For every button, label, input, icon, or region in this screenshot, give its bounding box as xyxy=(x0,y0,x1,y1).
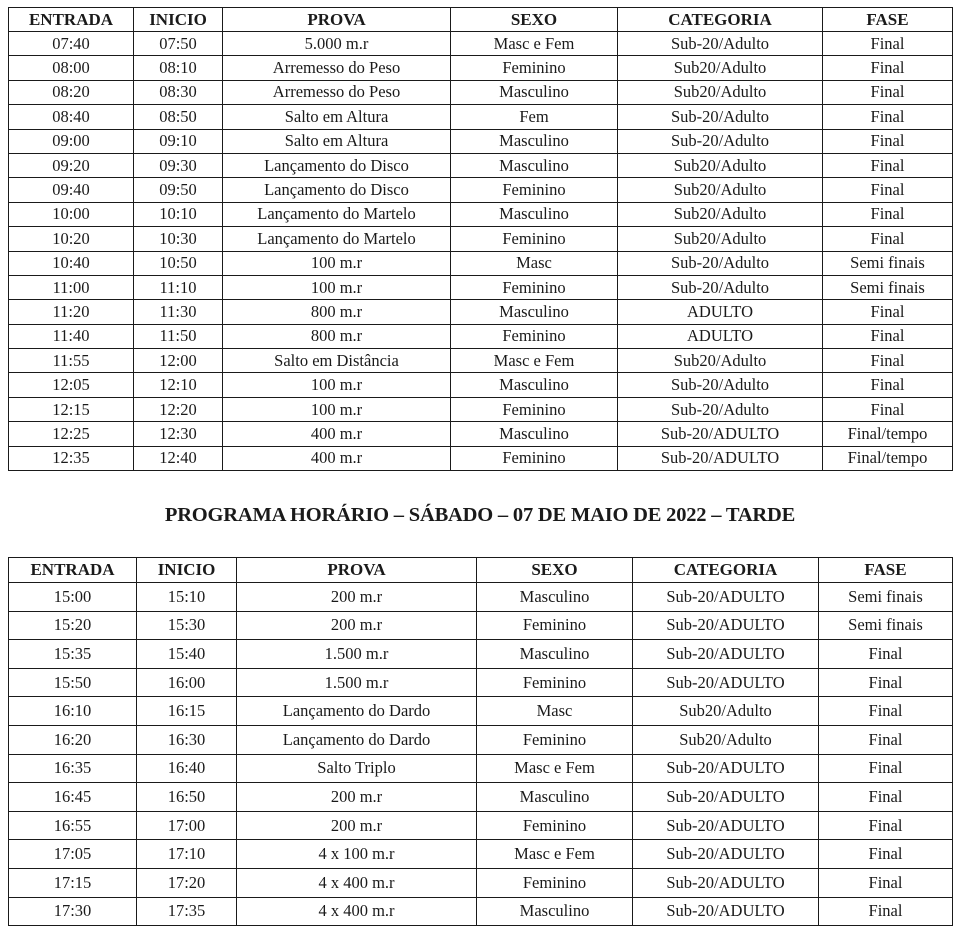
cell-entrada: 08:00 xyxy=(9,56,134,80)
cell-sexo: Feminino xyxy=(477,611,633,640)
cell-categoria: Sub-20/Adulto xyxy=(618,129,823,153)
cell-prova: 100 m.r xyxy=(223,373,451,397)
table-header-row xyxy=(9,8,953,32)
table-row xyxy=(9,105,953,129)
cell-prova: 800 m.r xyxy=(223,300,451,324)
cell-prova: Lançamento do Disco xyxy=(223,153,451,177)
cell-entrada: 11:00 xyxy=(9,275,134,299)
table-row xyxy=(9,640,953,669)
cell-prova: 1.500 m.r xyxy=(237,668,477,697)
cell-inicio: 10:50 xyxy=(134,251,223,275)
cell-entrada: 08:20 xyxy=(9,80,134,104)
table-row xyxy=(9,668,953,697)
cell-entrada: 16:55 xyxy=(9,811,137,840)
table-header-row xyxy=(9,558,953,583)
cell-prova: 100 m.r xyxy=(223,251,451,275)
cell-prova: 200 m.r xyxy=(237,811,477,840)
table-row xyxy=(9,868,953,897)
table-row xyxy=(9,897,953,926)
cell-inicio: 12:40 xyxy=(134,446,223,470)
cell-categoria: Sub-20/ADULTO xyxy=(633,754,819,783)
cell-prova: 4 x 400 m.r xyxy=(237,868,477,897)
cell-prova: 5.000 m.r xyxy=(223,32,451,56)
cell-entrada: 08:40 xyxy=(9,105,134,129)
cell-inicio: 12:20 xyxy=(134,397,223,421)
table-row xyxy=(9,56,953,80)
cell-categoria: Sub20/Adulto xyxy=(618,153,823,177)
cell-categoria: Sub20/Adulto xyxy=(618,202,823,226)
cell-inicio: 09:50 xyxy=(134,178,223,202)
cell-fase: Semi finais xyxy=(823,275,953,299)
cell-fase: Semi finais xyxy=(819,583,953,612)
table-row xyxy=(9,754,953,783)
cell-sexo: Feminino xyxy=(477,725,633,754)
cell-fase: Final xyxy=(819,640,953,669)
table-row xyxy=(9,422,953,446)
cell-fase: Final xyxy=(819,868,953,897)
column-header-categoria: CATEGORIA xyxy=(618,8,823,32)
cell-prova: 200 m.r xyxy=(237,611,477,640)
cell-sexo: Feminino xyxy=(451,446,618,470)
cell-entrada: 15:35 xyxy=(9,640,137,669)
cell-fase: Semi finais xyxy=(823,251,953,275)
cell-entrada: 11:20 xyxy=(9,300,134,324)
cell-categoria: Sub-20/Adulto xyxy=(618,373,823,397)
table-row xyxy=(9,178,953,202)
cell-entrada: 12:05 xyxy=(9,373,134,397)
cell-inicio: 17:35 xyxy=(137,897,237,926)
cell-fase: Final xyxy=(823,397,953,421)
cell-fase: Final xyxy=(823,32,953,56)
cell-entrada: 07:40 xyxy=(9,32,134,56)
cell-inicio: 16:15 xyxy=(137,697,237,726)
table-row xyxy=(9,153,953,177)
cell-entrada: 11:40 xyxy=(9,324,134,348)
cell-inicio: 17:00 xyxy=(137,811,237,840)
cell-prova: 100 m.r xyxy=(223,397,451,421)
cell-inicio: 12:00 xyxy=(134,349,223,373)
afternoon-schedule-table xyxy=(8,557,953,926)
table-row xyxy=(9,349,953,373)
column-header-sexo: SEXO xyxy=(477,558,633,583)
cell-inicio: 07:50 xyxy=(134,32,223,56)
cell-categoria: Sub-20/ADULTO xyxy=(633,668,819,697)
cell-entrada: 11:55 xyxy=(9,349,134,373)
cell-sexo: Feminino xyxy=(451,397,618,421)
cell-entrada: 17:15 xyxy=(9,868,137,897)
cell-fase: Final xyxy=(823,300,953,324)
cell-sexo: Masculino xyxy=(451,153,618,177)
cell-sexo: Masc xyxy=(451,251,618,275)
cell-prova: 4 x 100 m.r xyxy=(237,840,477,869)
cell-categoria: Sub-20/ADULTO xyxy=(618,422,823,446)
cell-inicio: 11:50 xyxy=(134,324,223,348)
table-row xyxy=(9,80,953,104)
cell-fase: Final xyxy=(819,725,953,754)
cell-sexo: Feminino xyxy=(451,275,618,299)
cell-sexo: Feminino xyxy=(451,324,618,348)
cell-entrada: 17:05 xyxy=(9,840,137,869)
cell-fase: Final xyxy=(823,153,953,177)
cell-fase: Final xyxy=(819,668,953,697)
cell-categoria: Sub-20/Adulto xyxy=(618,251,823,275)
cell-prova: Salto em Distância xyxy=(223,349,451,373)
cell-categoria: Sub20/Adulto xyxy=(633,725,819,754)
cell-categoria: Sub-20/ADULTO xyxy=(618,446,823,470)
cell-fase: Final xyxy=(823,129,953,153)
cell-prova: 200 m.r xyxy=(237,583,477,612)
cell-inicio: 08:30 xyxy=(134,80,223,104)
cell-fase: Final xyxy=(823,349,953,373)
column-header-entrada: ENTRADA xyxy=(9,558,137,583)
cell-entrada: 15:00 xyxy=(9,583,137,612)
cell-categoria: Sub20/Adulto xyxy=(618,80,823,104)
afternoon-schedule-title: PROGRAMA HORÁRIO – SÁBADO – 07 DE MAIO DE 2022 – TARDE xyxy=(164,504,796,526)
cell-prova: Arremesso do Peso xyxy=(223,80,451,104)
cell-sexo: Feminino xyxy=(477,811,633,840)
table-row xyxy=(9,202,953,226)
table-row xyxy=(9,583,953,612)
cell-inicio: 11:30 xyxy=(134,300,223,324)
cell-fase: Final/tempo xyxy=(823,422,953,446)
cell-sexo: Masculino xyxy=(477,897,633,926)
cell-prova: 100 m.r xyxy=(223,275,451,299)
cell-sexo: Masculino xyxy=(451,373,618,397)
cell-inicio: 12:30 xyxy=(134,422,223,446)
cell-sexo: Feminino xyxy=(451,178,618,202)
cell-categoria: Sub-20/ADULTO xyxy=(633,783,819,812)
cell-categoria: Sub-20/ADULTO xyxy=(633,897,819,926)
morning-schedule-table xyxy=(8,7,953,471)
cell-categoria: Sub-20/ADULTO xyxy=(633,811,819,840)
cell-fase: Final/tempo xyxy=(823,446,953,470)
cell-fase: Semi finais xyxy=(819,611,953,640)
cell-entrada: 09:20 xyxy=(9,153,134,177)
table-row xyxy=(9,129,953,153)
cell-inicio: 16:00 xyxy=(137,668,237,697)
cell-categoria: Sub20/Adulto xyxy=(633,697,819,726)
cell-entrada: 09:40 xyxy=(9,178,134,202)
cell-sexo: Masc e Fem xyxy=(451,32,618,56)
cell-categoria: Sub20/Adulto xyxy=(618,227,823,251)
cell-sexo: Masculino xyxy=(477,783,633,812)
cell-fase: Final xyxy=(819,811,953,840)
cell-fase: Final xyxy=(823,227,953,251)
cell-inicio: 10:30 xyxy=(134,227,223,251)
cell-fase: Final xyxy=(823,178,953,202)
cell-fase: Final xyxy=(819,840,953,869)
cell-inicio: 16:40 xyxy=(137,754,237,783)
cell-categoria: Sub-20/Adulto xyxy=(618,32,823,56)
cell-sexo: Feminino xyxy=(451,56,618,80)
table-row xyxy=(9,373,953,397)
cell-fase: Final xyxy=(823,324,953,348)
table-row xyxy=(9,811,953,840)
cell-inicio: 17:20 xyxy=(137,868,237,897)
cell-fase: Final xyxy=(819,897,953,926)
cell-sexo: Masculino xyxy=(451,129,618,153)
table-row xyxy=(9,611,953,640)
table-row xyxy=(9,300,953,324)
cell-entrada: 16:35 xyxy=(9,754,137,783)
cell-sexo: Masculino xyxy=(451,202,618,226)
cell-categoria: Sub20/Adulto xyxy=(618,56,823,80)
cell-inicio: 15:30 xyxy=(137,611,237,640)
cell-entrada: 12:15 xyxy=(9,397,134,421)
cell-sexo: Feminino xyxy=(477,668,633,697)
cell-inicio: 09:10 xyxy=(134,129,223,153)
cell-fase: Final xyxy=(819,783,953,812)
cell-sexo: Masculino xyxy=(477,583,633,612)
table-row xyxy=(9,324,953,348)
cell-entrada: 10:20 xyxy=(9,227,134,251)
cell-prova: 4 x 400 m.r xyxy=(237,897,477,926)
cell-prova: Salto Triplo xyxy=(237,754,477,783)
cell-inicio: 08:50 xyxy=(134,105,223,129)
cell-fase: Final xyxy=(819,697,953,726)
cell-categoria: Sub-20/ADULTO xyxy=(633,611,819,640)
cell-categoria: Sub-20/ADULTO xyxy=(633,840,819,869)
column-header-inicio: INICIO xyxy=(137,558,237,583)
cell-sexo: Masculino xyxy=(451,80,618,104)
cell-entrada: 15:20 xyxy=(9,611,137,640)
cell-sexo: Fem xyxy=(451,105,618,129)
cell-entrada: 09:00 xyxy=(9,129,134,153)
cell-entrada: 12:35 xyxy=(9,446,134,470)
cell-fase: Final xyxy=(823,105,953,129)
cell-inicio: 16:30 xyxy=(137,725,237,754)
cell-inicio: 10:10 xyxy=(134,202,223,226)
cell-categoria: Sub-20/Adulto xyxy=(618,275,823,299)
cell-entrada: 12:25 xyxy=(9,422,134,446)
column-header-inicio: INICIO xyxy=(134,8,223,32)
cell-prova: 1.500 m.r xyxy=(237,640,477,669)
cell-prova: Salto em Altura xyxy=(223,105,451,129)
cell-prova: Lançamento do Dardo xyxy=(237,697,477,726)
cell-entrada: 16:10 xyxy=(9,697,137,726)
cell-sexo: Masculino xyxy=(477,640,633,669)
cell-categoria: Sub20/Adulto xyxy=(618,178,823,202)
cell-fase: Final xyxy=(823,373,953,397)
cell-fase: Final xyxy=(823,56,953,80)
cell-sexo: Masc e Fem xyxy=(451,349,618,373)
cell-prova: Salto em Altura xyxy=(223,129,451,153)
table-row xyxy=(9,840,953,869)
cell-sexo: Feminino xyxy=(451,227,618,251)
table-row xyxy=(9,397,953,421)
cell-inicio: 09:30 xyxy=(134,153,223,177)
cell-fase: Final xyxy=(823,80,953,104)
cell-inicio: 15:10 xyxy=(137,583,237,612)
table-row xyxy=(9,32,953,56)
cell-entrada: 15:50 xyxy=(9,668,137,697)
cell-inicio: 17:10 xyxy=(137,840,237,869)
cell-entrada: 17:30 xyxy=(9,897,137,926)
table-row xyxy=(9,697,953,726)
cell-categoria: ADULTO xyxy=(618,324,823,348)
column-header-fase: FASE xyxy=(819,558,953,583)
table-row xyxy=(9,227,953,251)
cell-entrada: 10:00 xyxy=(9,202,134,226)
cell-sexo: Feminino xyxy=(477,868,633,897)
column-header-prova: PROVA xyxy=(237,558,477,583)
cell-categoria: Sub-20/Adulto xyxy=(618,105,823,129)
cell-fase: Final xyxy=(823,202,953,226)
table-row xyxy=(9,446,953,470)
cell-inicio: 08:10 xyxy=(134,56,223,80)
table-row xyxy=(9,783,953,812)
cell-categoria: Sub-20/ADULTO xyxy=(633,640,819,669)
cell-prova: 800 m.r xyxy=(223,324,451,348)
column-header-categoria: CATEGORIA xyxy=(633,558,819,583)
cell-sexo: Masc xyxy=(477,697,633,726)
table-row xyxy=(9,725,953,754)
cell-sexo: Masc e Fem xyxy=(477,840,633,869)
column-header-fase: FASE xyxy=(823,8,953,32)
column-header-prova: PROVA xyxy=(223,8,451,32)
cell-sexo: Masculino xyxy=(451,300,618,324)
cell-prova: Lançamento do Martelo xyxy=(223,202,451,226)
cell-categoria: Sub-20/Adulto xyxy=(618,397,823,421)
cell-entrada: 16:20 xyxy=(9,725,137,754)
cell-fase: Final xyxy=(819,754,953,783)
cell-prova: Lançamento do Disco xyxy=(223,178,451,202)
cell-inicio: 16:50 xyxy=(137,783,237,812)
cell-sexo: Masculino xyxy=(451,422,618,446)
table-row xyxy=(9,275,953,299)
cell-prova: 200 m.r xyxy=(237,783,477,812)
column-header-sexo: SEXO xyxy=(451,8,618,32)
cell-categoria: Sub-20/ADULTO xyxy=(633,583,819,612)
cell-prova: Arremesso do Peso xyxy=(223,56,451,80)
cell-inicio: 15:40 xyxy=(137,640,237,669)
cell-entrada: 10:40 xyxy=(9,251,134,275)
cell-categoria: ADULTO xyxy=(618,300,823,324)
cell-inicio: 12:10 xyxy=(134,373,223,397)
table-row xyxy=(9,251,953,275)
cell-categoria: Sub20/Adulto xyxy=(618,349,823,373)
cell-prova: 400 m.r xyxy=(223,422,451,446)
cell-inicio: 11:10 xyxy=(134,275,223,299)
cell-prova: Lançamento do Dardo xyxy=(237,725,477,754)
cell-entrada: 16:45 xyxy=(9,783,137,812)
column-header-entrada: ENTRADA xyxy=(9,8,134,32)
cell-prova: 400 m.r xyxy=(223,446,451,470)
cell-categoria: Sub-20/ADULTO xyxy=(633,868,819,897)
cell-sexo: Masc e Fem xyxy=(477,754,633,783)
cell-prova: Lançamento do Martelo xyxy=(223,227,451,251)
